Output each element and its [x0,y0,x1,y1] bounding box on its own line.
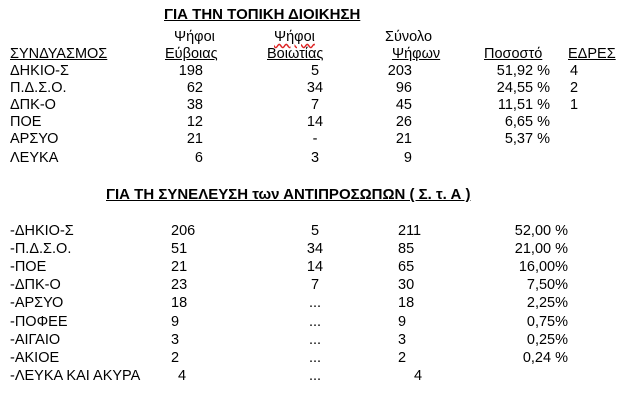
header-percent: Ποσοστό [484,46,543,62]
row-name: -ΑΚΙΟΕ [10,350,60,366]
row-percent: 6,65 % [504,114,550,130]
row-total: 45 [395,97,412,113]
header-seats: ΕΔΡΕΣ [568,46,616,62]
row-viotia: ... [308,350,322,366]
row-name: -ΑΡΣΥΟ [10,295,64,311]
row-viotia: 5 [310,63,320,79]
row-viotia: 7 [310,97,320,113]
row-total: 203 [387,63,412,79]
row-viotia: 3 [310,150,320,166]
row-name: ΔΠΚ-Ο [10,97,56,113]
row-name: -ΛΕΥΚΑ ΚΑΙ ΑΚΥΡΑ [10,368,141,384]
row-percent: 7,50% [526,277,568,293]
row-seats: 4 [570,63,579,79]
header-votes-evia-line2: Εύβοιας [165,46,218,62]
row-viotia: ... [308,332,322,348]
row-viotia: 14 [306,259,324,275]
row-total: 18 [398,295,415,311]
row-evia: 21 [171,259,188,275]
header-combination: ΣΥΝΔΥΑΣΜΟΣ [10,46,108,62]
row-total: 3 [398,332,407,348]
row-total: 4 [414,368,423,384]
row-percent: 52,00 % [514,223,568,239]
header-total-line1: Σύνολο [385,29,433,45]
header-total-line2: Ψήφων [392,46,441,62]
row-name: -Π.Δ.Σ.Ο. [10,241,72,257]
row-evia: 51 [171,241,188,257]
section2-title: ΓΙΑ ΤΗ ΣΥΝΕΛΕΥΣΗ των ΑΝΤΙΠΡΟΣΩΠΩΝ ( Σ. τ. Α ) [106,186,471,203]
header-votes-viotia-line1: Ψήφοι [274,29,315,45]
row-evia: 21 [186,131,203,147]
row-percent: 0,25% [526,332,568,348]
row-percent: 0,75% [526,314,568,330]
row-viotia: 34 [306,80,324,96]
row-name: ΔΗΚΙΟ-Σ [10,63,69,79]
row-evia: 4 [178,368,187,384]
row-percent: 0,24 % [522,350,568,366]
row-name: ΠΟΕ [10,114,42,130]
row-evia: 198 [178,63,203,79]
header-votes-viotia-line2: Βοιωτίας [267,46,324,62]
row-viotia: 7 [310,277,320,293]
row-name: -ΔΗΚΙΟ-Σ [10,223,74,239]
row-name: Π.Δ.Σ.Ο. [10,80,67,96]
row-total: 9 [398,314,407,330]
row-percent: 11,51 % [497,97,550,113]
row-name: -ΠΟΦΕΕ [10,314,68,330]
row-name: ΛΕΥΚΑ [10,150,59,166]
row-name: ΑΡΣΥΟ [10,131,59,147]
row-viotia: 5 [310,223,320,239]
row-percent: 5,37 % [504,131,550,147]
header-votes-evia-line1: Ψήφοι [174,29,215,45]
row-evia: 38 [186,97,203,113]
row-name: -ΠΟΕ [10,259,47,275]
row-evia: 9 [171,314,180,330]
row-percent: 24,55 % [496,80,550,96]
row-viotia: ... [308,295,322,311]
row-total: 211 [398,223,422,239]
row-percent: 51,92 % [496,63,550,79]
row-percent: 21,00 % [514,241,568,257]
row-seats: 1 [570,97,579,113]
row-total: 9 [403,150,412,166]
row-evia: 18 [171,295,188,311]
row-evia: 12 [186,114,203,130]
row-viotia: ... [308,368,322,384]
row-seats: 2 [570,80,579,96]
row-viotia: 34 [306,241,324,257]
row-total: 30 [398,277,415,293]
row-percent: 2,25% [526,295,568,311]
row-total: 21 [395,131,412,147]
row-total: 85 [398,241,415,257]
row-name: -ΔΠΚ-Ο [10,277,61,293]
row-name: -ΑΙΓΑΙΟ [10,332,61,348]
row-viotia: - [312,131,318,147]
row-evia: 206 [171,223,196,239]
row-percent: 16,00% [518,259,568,275]
row-total: 65 [398,259,415,275]
row-viotia: 14 [306,114,324,130]
row-evia: 3 [171,332,180,348]
row-total: 26 [395,114,412,130]
section1-title: ΓΙΑ ΤΗΝ ΤΟΠΙΚΗ ΔΙΟΙΚΗΣΗ [164,6,361,23]
row-evia: 2 [171,350,180,366]
row-evia: 6 [194,150,203,166]
row-total: 2 [398,350,407,366]
row-viotia: ... [308,314,322,330]
row-total: 96 [395,80,412,96]
row-evia: 23 [171,277,188,293]
row-evia: 62 [186,80,203,96]
